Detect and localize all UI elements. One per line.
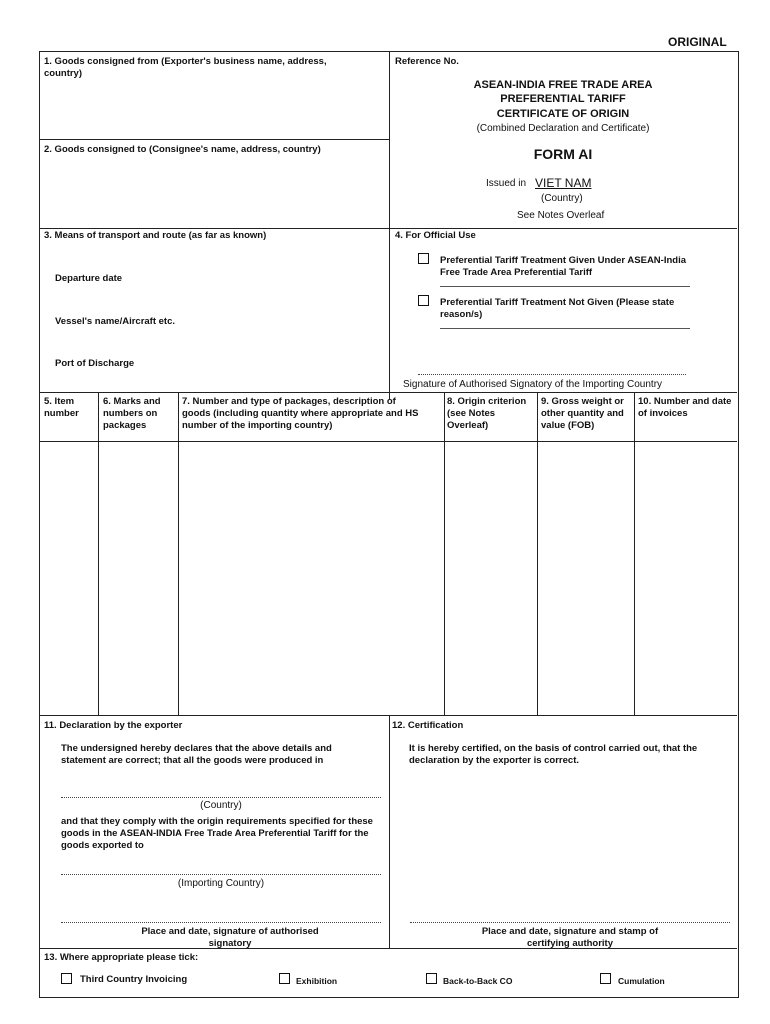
box2-label: 2. Goods consigned to (Consignee's name, address, country) [44, 144, 321, 155]
certificate-title-1: ASEAN-INDIA FREE TRADE AREA [473, 79, 653, 91]
third-country-invoicing-checkbox[interactable] [61, 973, 72, 984]
declaration-text-2: and that they comply with the origin requirements specified for these goods in the ASEAN-INDIA Free Trade Area Preferential Tariff for the goods exported to [61, 816, 373, 851]
importing-country-line [61, 874, 381, 875]
back-to-back-checkbox[interactable] [426, 973, 437, 984]
authority-signature-caption: Place and date, signature and stamp of certifying authority [481, 926, 659, 949]
certification-text: It is hereby certified, on the basis of control carried out, that the declaration by the exporter is correct. [409, 743, 698, 766]
exporter-signature-line [61, 922, 381, 923]
certificate-title-3: CERTIFICATE OF ORIGIN [496, 108, 630, 120]
original-label: ORIGINAL [668, 35, 727, 49]
declaration-text-1: The undersigned hereby declares that the above details and statement are correct; that all the goods were produced in [61, 743, 332, 766]
col-divider-2 [178, 392, 179, 715]
col-origin-criterion: 8. Origin criterion (see Notes Overleaf) [447, 396, 527, 431]
line-columns-top [40, 392, 737, 393]
notes-overleaf: See Notes Overleaf [517, 210, 605, 221]
col-divider-5 [634, 392, 635, 715]
back-to-back-label: Back-to-Back CO [443, 976, 513, 986]
line-columns-header-bottom [40, 441, 737, 442]
exhibition-checkbox[interactable] [279, 973, 290, 984]
box1-label: 1. Goods consigned from (Exporter's business name, address, country) [44, 56, 327, 79]
col-item-number: 5. Item number [44, 396, 79, 419]
country-caption: (Country) [541, 193, 583, 204]
line-row-3-top [40, 228, 737, 229]
exhibition-label: Exhibition [296, 976, 338, 986]
box3-label: 3. Means of transport and route (as far as known) [44, 230, 267, 241]
line-box1-bottom [40, 139, 389, 140]
box4-label: 4. For Official Use [395, 230, 476, 241]
box13-label: 13. Where appropriate please tick: [44, 952, 199, 963]
third-country-invoicing-label: Third Country Invoicing [80, 974, 188, 985]
treatment-given-line [440, 286, 690, 287]
certificate-title-2: PREFERENTIAL TARIFF [500, 93, 626, 105]
departure-date-label: Departure date [55, 273, 123, 284]
reference-label: Reference No. [395, 56, 459, 67]
produced-country-line [61, 797, 381, 798]
produced-country-caption: (Country) [200, 800, 242, 811]
treatment-given-label: Preferential Tariff Treatment Given Under ASEAN-India Free Trade Area Preferential Tariff [440, 255, 686, 278]
cumulation-label: Cumulation [618, 976, 665, 986]
issued-country-value: VIET NAM [535, 176, 592, 190]
col-divider-3 [444, 392, 445, 715]
form-name: FORM AI [533, 146, 593, 162]
treatment-given-checkbox[interactable] [418, 253, 429, 264]
col-description: 7. Number and type of packages, description of goods (including quantity where appropriate and HS number of the importing country) [182, 396, 419, 431]
col-divider-1 [98, 392, 99, 715]
importing-country-caption: (Importing Country) [177, 878, 265, 889]
col-gross-weight: 9. Gross weight or other quantity and value (FOB) [541, 396, 624, 431]
vessel-label: Vessel's name/Aircraft etc. [55, 316, 176, 327]
col-divider-4 [537, 392, 538, 715]
col-invoices: 10. Number and date of invoices [638, 396, 732, 419]
box12-label: 12. Certification [392, 720, 464, 731]
official-signature-line [418, 374, 686, 375]
port-label: Port of Discharge [55, 358, 135, 369]
certificate-subtitle: (Combined Declaration and Certificate) [476, 123, 650, 134]
issued-in-label: Issued in [486, 178, 527, 189]
box11-label: 11. Declaration by the exporter [44, 720, 183, 731]
authority-signature-line [410, 922, 730, 923]
treatment-not-given-line [440, 328, 690, 329]
exporter-signature-caption: Place and date, signature of authorised signatory [141, 926, 319, 949]
treatment-not-given-label: Preferential Tariff Treatment Not Given (Please state reason/s) [440, 297, 675, 320]
col-marks-numbers: 6. Marks and numbers on packages [103, 396, 161, 431]
cumulation-checkbox[interactable] [600, 973, 611, 984]
bottom-divider [389, 715, 390, 948]
official-signature-caption: Signature of Authorised Signatory of the Importing Country [403, 379, 663, 390]
treatment-not-given-checkbox[interactable] [418, 295, 429, 306]
